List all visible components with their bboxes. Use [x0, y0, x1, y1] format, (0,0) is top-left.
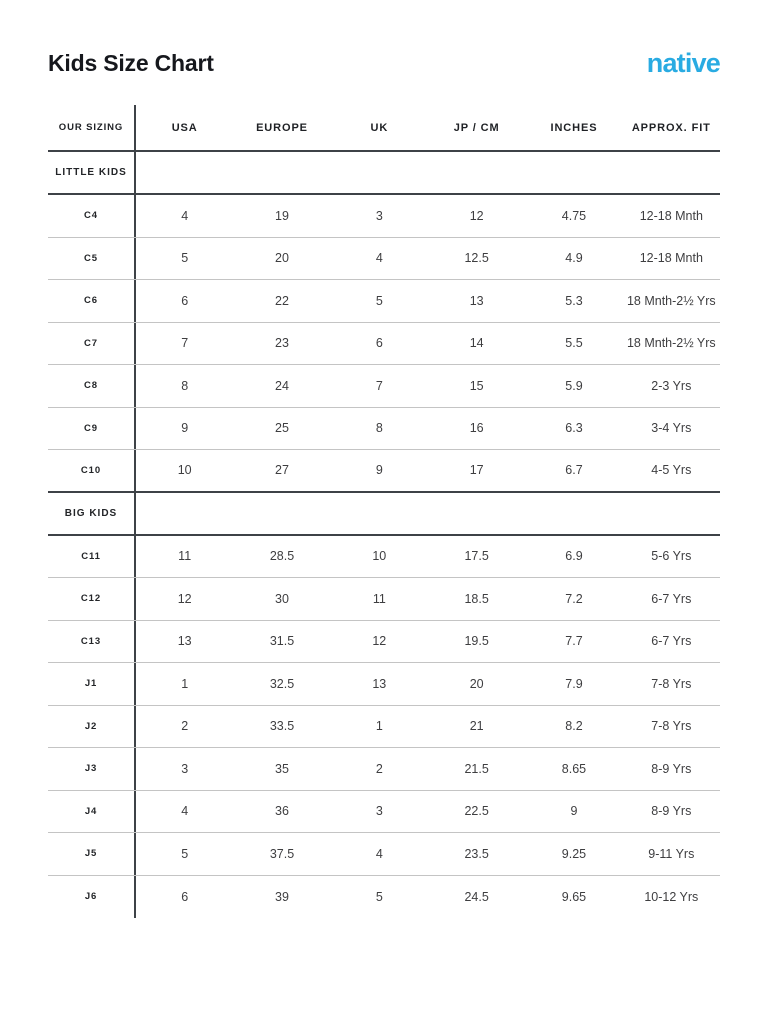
- cell: 14: [469, 336, 484, 351]
- cell: 4: [181, 208, 189, 223]
- cell: 31.5: [269, 634, 295, 649]
- cell: 10: [372, 549, 387, 564]
- table-row: [48, 323, 720, 366]
- cell: 24: [275, 378, 289, 393]
- cell: 7.9: [565, 676, 583, 691]
- cell: 12: [469, 208, 484, 223]
- row-size-label: J4: [48, 791, 136, 833]
- section-row: [48, 152, 720, 195]
- cell: 9: [375, 463, 383, 478]
- page-title: Kids Size Chart: [48, 49, 214, 76]
- cell: 3-4 Yrs: [651, 421, 692, 436]
- size-table: [48, 105, 720, 918]
- cell: 2: [181, 719, 189, 734]
- cell: 10: [177, 463, 192, 478]
- column-header-usa: USA: [171, 121, 198, 134]
- cell: 5: [181, 846, 189, 861]
- cell: 23: [275, 336, 289, 351]
- table-row: [48, 365, 720, 408]
- table-row: [48, 791, 720, 834]
- brand-logo: native: [646, 47, 720, 78]
- cell: 39: [275, 889, 289, 904]
- cell: 35: [275, 761, 289, 776]
- table-header-row: [48, 105, 720, 152]
- column-header-approx-fit: APPROX. FIT: [631, 121, 711, 134]
- table-row: [48, 663, 720, 706]
- cell: 8-9 Yrs: [651, 761, 692, 776]
- cell: 10-12 Yrs: [644, 889, 699, 904]
- cell: 5.3: [565, 293, 583, 308]
- cell: 1: [181, 676, 189, 691]
- cell: 7: [375, 378, 383, 393]
- table-row: [48, 748, 720, 791]
- cell: 2: [375, 761, 383, 776]
- cell: 6-7 Yrs: [651, 591, 692, 606]
- cell: 4.75: [561, 208, 587, 223]
- cell: 13: [469, 293, 484, 308]
- cell: 36: [275, 804, 289, 819]
- cell: 1: [375, 719, 383, 734]
- cell: 9.25: [561, 846, 587, 861]
- row-size-label: C12: [48, 578, 136, 620]
- row-size-label: C6: [48, 280, 136, 322]
- cell: 21.5: [464, 761, 489, 776]
- table-row: [48, 280, 720, 323]
- cell: 22.5: [464, 804, 489, 819]
- cell: 6.9: [565, 549, 583, 564]
- cell: 30: [275, 591, 289, 606]
- cell: 11: [178, 549, 192, 564]
- column-header-inches: INCHES: [550, 121, 598, 134]
- cell: 12-18 Mnth: [639, 208, 703, 223]
- cell: 17.5: [464, 549, 489, 564]
- cell: 6: [181, 889, 189, 904]
- cell: 7: [181, 336, 189, 351]
- cell: 21: [469, 719, 484, 734]
- cell: 3: [181, 761, 189, 776]
- cell: 5-6 Yrs: [651, 549, 692, 564]
- table-row: [48, 536, 720, 579]
- table-row: [48, 876, 720, 919]
- header-bar: [48, 42, 720, 84]
- row-size-label: J6: [48, 876, 136, 919]
- cell: 32.5: [269, 676, 295, 691]
- section-label: BIG KIDS: [48, 493, 136, 534]
- cell: 9-11 Yrs: [648, 846, 695, 861]
- cell: 24.5: [464, 889, 489, 904]
- cell: 11: [372, 591, 386, 606]
- table-row: [48, 238, 720, 281]
- cell: 18.5: [464, 591, 489, 606]
- cell: 5: [181, 251, 189, 266]
- cell: 5.5: [565, 336, 583, 351]
- cell: 12: [177, 591, 192, 606]
- cell: 16: [469, 421, 484, 436]
- cell: 5: [375, 293, 383, 308]
- column-header-our-sizing: OUR SIZING: [48, 105, 136, 150]
- cell: 19.5: [464, 634, 489, 649]
- cell: 6: [181, 293, 189, 308]
- cell: 4: [375, 251, 383, 266]
- section-row-spacer: [136, 493, 720, 534]
- column-header-europe: EUROPE: [256, 121, 308, 134]
- cell: 6: [375, 336, 383, 351]
- cell: 22: [275, 293, 289, 308]
- cell: 3: [375, 804, 383, 819]
- cell: 8.2: [565, 719, 583, 734]
- cell: 6.3: [565, 421, 583, 436]
- cell: 3: [375, 208, 383, 223]
- row-size-label: C4: [48, 195, 136, 237]
- row-size-label: C7: [48, 323, 136, 365]
- cell: 12: [372, 634, 387, 649]
- section-row: [48, 493, 720, 536]
- cell: 8.65: [561, 761, 587, 776]
- cell: 5.9: [565, 378, 583, 393]
- cell: 4.9: [565, 251, 583, 266]
- cell: 5: [375, 889, 383, 904]
- table-row: [48, 408, 720, 451]
- row-size-label: J5: [48, 833, 136, 875]
- cell: 17: [469, 463, 484, 478]
- cell: 12-18 Mnth: [639, 251, 703, 266]
- table-body: [48, 152, 720, 918]
- cell: 28.5: [269, 549, 295, 564]
- cell: 23.5: [464, 846, 489, 861]
- cell: 7-8 Yrs: [651, 676, 692, 691]
- row-size-label: J1: [48, 663, 136, 705]
- cell: 9: [181, 421, 189, 436]
- cell: 20: [469, 676, 484, 691]
- row-size-label: C9: [48, 408, 136, 450]
- table-row: [48, 706, 720, 749]
- cell: 18 Mnth-2½ Yrs: [626, 336, 716, 351]
- column-header-jp-cm: JP / CM: [453, 121, 500, 134]
- cell: 4: [375, 846, 383, 861]
- cell: 18 Mnth-2½ Yrs: [626, 293, 716, 308]
- row-size-label: C11: [48, 536, 136, 578]
- table-row: [48, 578, 720, 621]
- row-size-label: J3: [48, 748, 136, 790]
- table-row: [48, 621, 720, 664]
- cell: 9: [570, 804, 578, 819]
- cell: 19: [275, 208, 289, 223]
- column-header-uk: UK: [370, 121, 389, 134]
- table-row: [48, 833, 720, 876]
- cell: 7-8 Yrs: [651, 719, 692, 734]
- cell: 6.7: [565, 463, 583, 478]
- section-row-spacer: [136, 152, 720, 193]
- cell: 12.5: [464, 251, 489, 266]
- cell: 25: [275, 421, 289, 436]
- cell: 8: [375, 421, 383, 436]
- cell: 6-7 Yrs: [651, 634, 692, 649]
- row-size-label: C5: [48, 238, 136, 280]
- cell: 33.5: [269, 719, 295, 734]
- cell: 4-5 Yrs: [651, 463, 692, 478]
- cell: 7.7: [565, 634, 583, 649]
- cell: 2-3 Yrs: [651, 378, 692, 393]
- cell: 13: [372, 676, 387, 691]
- row-size-label: C13: [48, 621, 136, 663]
- section-label: LITTLE KIDS: [48, 152, 136, 193]
- cell: 9.65: [561, 889, 587, 904]
- cell: 4: [181, 804, 189, 819]
- cell: 20: [275, 251, 289, 266]
- cell: 8-9 Yrs: [651, 804, 692, 819]
- row-size-label: C10: [48, 450, 136, 491]
- cell: 8: [181, 378, 189, 393]
- cell: 13: [177, 634, 192, 649]
- row-size-label: J2: [48, 706, 136, 748]
- table-row: [48, 195, 720, 238]
- row-size-label: C8: [48, 365, 136, 407]
- cell: 27: [275, 463, 289, 478]
- cell: 15: [469, 378, 484, 393]
- cell: 37.5: [269, 846, 295, 861]
- cell: 7.2: [565, 591, 583, 606]
- table-row: [48, 450, 720, 493]
